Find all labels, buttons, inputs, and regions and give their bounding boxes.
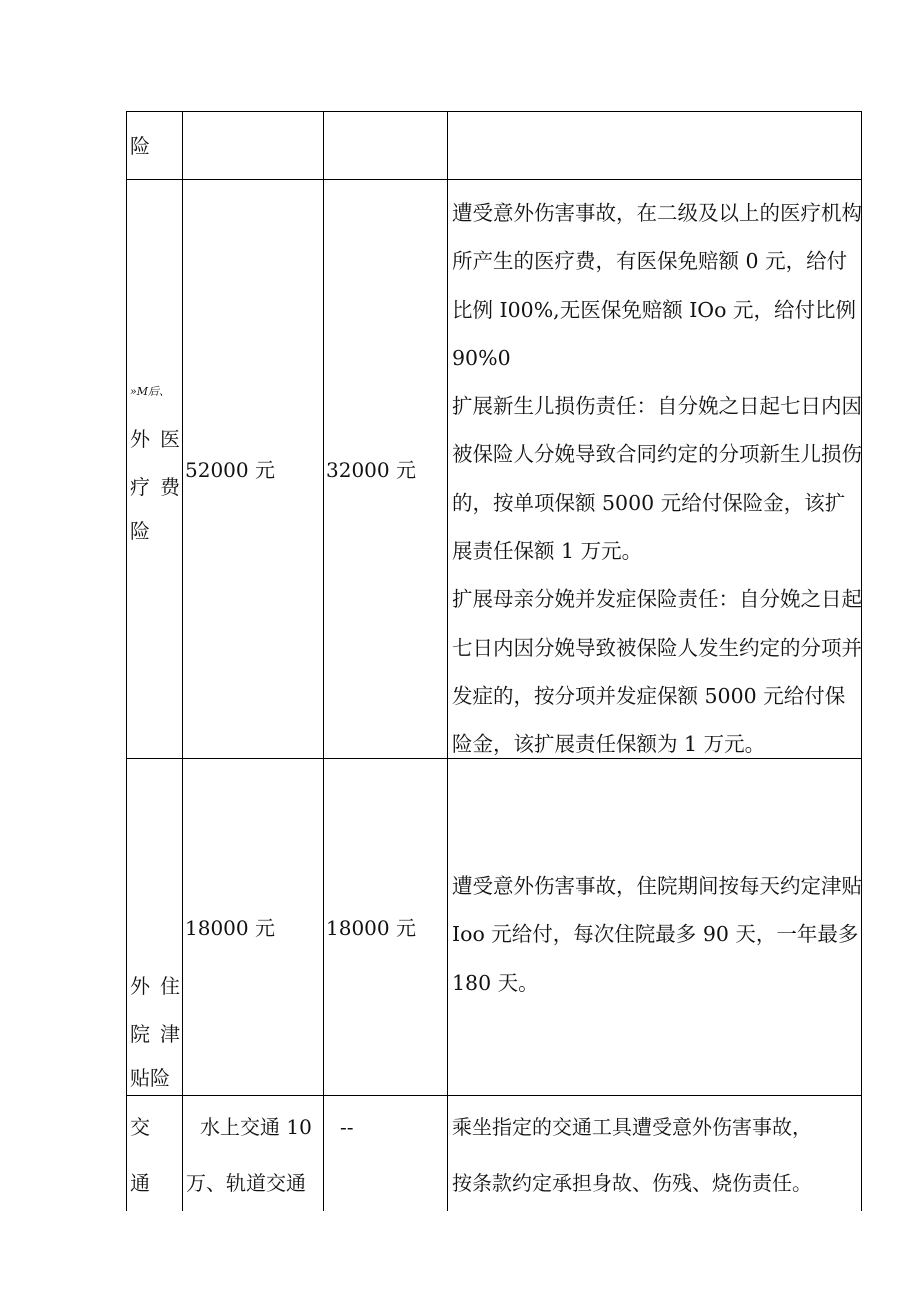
row1-amount-plan-a: 52000 元: [185, 458, 275, 482]
row3-name-line-1: 交: [130, 1115, 150, 1139]
row1-name-line-2: [130, 471, 180, 500]
row2-amount-plan-a: 18000 元: [185, 916, 275, 940]
row1-name-line-3: 险: [130, 519, 150, 543]
row2-name-char: 住: [160, 974, 180, 998]
row3-amount-plan-a-line-2: 万、轨道交通: [186, 1171, 306, 1195]
row1-desc-para-1: 遭受意外伤害事故，在二级及以上的医疗机构所产生的医疗费，有医保免赔额 0 元，给付比例 I00%,无医保免赔额 IOo 元，给付比例 90%0: [452, 201, 862, 370]
table-col-divider-1: [182, 111, 183, 1211]
row2-description: [452, 862, 862, 1007]
row0-name-line-1: 险: [130, 134, 150, 158]
row1-name-prefix: »M后、: [130, 385, 170, 398]
row1-name-char: 费: [160, 475, 180, 499]
table-col-divider-2: [323, 111, 324, 1211]
table-border-left: [126, 111, 127, 1211]
row1-desc-para-2: 扩展新生儿损伤责任：自分娩之日起七日内因被保险人分娩导致合同约定的分项新生儿损伤的，按单项保额 5000 元给付保险金，该扩展责任保额 1 万元。: [452, 394, 862, 564]
row3-desc-line-2: 按条款约定承担身故、伤残、烧伤责任。: [452, 1171, 812, 1195]
row3-amount-plan-a-line-1: 水上交通 10: [200, 1115, 312, 1139]
row1-name-char: 疗: [130, 475, 150, 499]
row1-desc-para-3: 扩展母亲分娩并发症保险责任：自分娩之日起七日内因分娩导致被保险人发生约定的分项并发症的，按分项并发症保额 5000 元给付保险金，该扩展责任保额为 1 万元。: [452, 587, 862, 757]
row2-name-char: 院: [130, 1022, 150, 1046]
row3-desc-line-1: 乘坐指定的交通工具遭受意外伤害事故，: [452, 1115, 812, 1139]
row1-name-char: 医: [160, 427, 180, 451]
row3-amount-plan-b: --: [340, 1115, 354, 1139]
table-col-divider-3: [447, 111, 448, 1211]
row2-amount-plan-b: 18000 元: [326, 916, 416, 940]
table-row-line-1: [126, 179, 862, 180]
row2-name-char: 津: [160, 1022, 180, 1046]
row2-name-char: 外: [130, 974, 150, 998]
row1-name-char: 外: [130, 427, 150, 451]
row1-name-line-1: [130, 423, 180, 452]
table-row-line-top: [126, 111, 862, 112]
row2-name-line-1: [130, 970, 180, 999]
row3-name-line-2: 通: [130, 1171, 150, 1195]
row2-name-line-2: [130, 1018, 180, 1047]
row2-desc-para-1: 遭受意外伤害事故，住院期间按每天约定津贴 Ioo 元给付，每次住院最多 90 天，一年最多 180 天。: [452, 874, 862, 995]
table-row-line-3: [126, 1095, 862, 1096]
row2-name-line-3: 贴险: [130, 1066, 170, 1090]
row1-description: [452, 189, 862, 769]
row1-amount-plan-b: 32000 元: [326, 458, 416, 482]
